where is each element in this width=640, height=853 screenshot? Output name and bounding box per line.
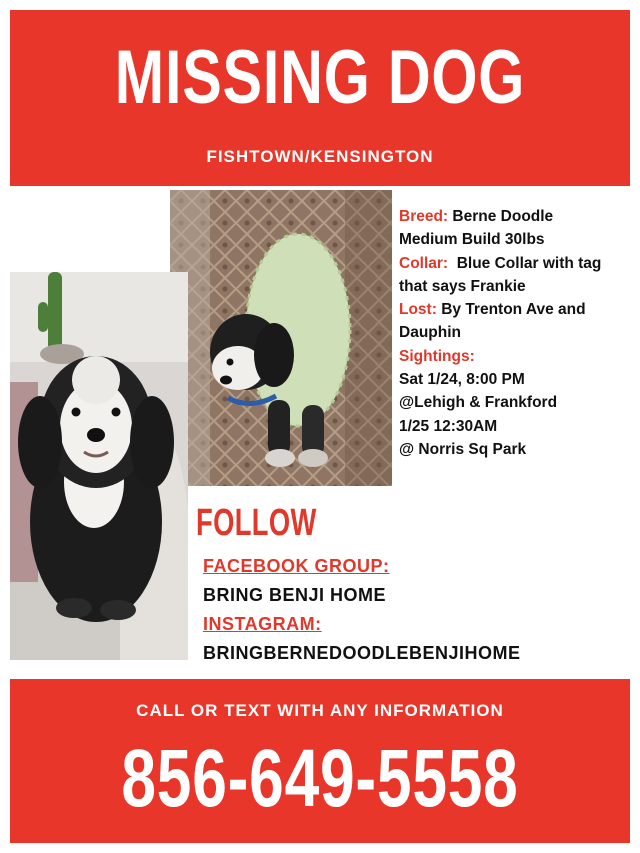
lost-label: Lost: (399, 301, 437, 319)
header-banner (10, 10, 630, 186)
breed-label: Breed: (399, 208, 449, 225)
collar-value: Blue Collar with tag (448, 254, 602, 272)
facebook-group-link[interactable]: FACEBOOK GROUP: (203, 556, 390, 576)
sighting-item: Sat 1/24, 8:00 PM (399, 371, 525, 389)
sighting-item: @Lehigh & Frankford (399, 394, 558, 412)
dog-photo-couch (10, 272, 188, 660)
breed-value: Berne Doodle (448, 208, 554, 225)
dog-details (399, 205, 634, 461)
sighting-item: @ Norris Sq Park (399, 440, 527, 458)
collar-line (399, 252, 634, 275)
sightings-label: Sightings: (399, 347, 475, 365)
build-line: Medium Build 30lbs (399, 231, 545, 249)
phone-number[interactable]: 856-649-5558 (121, 733, 519, 824)
lost-line-2: Dauphin (399, 324, 461, 342)
dog-photo-rug (170, 190, 392, 486)
follow-heading: FOLLOW (196, 502, 317, 544)
footer-banner (10, 679, 630, 843)
sighting-item: 1/25 12:30AM (399, 417, 498, 435)
page-title: MISSING DOG (114, 35, 526, 120)
call-to-action: CALL OR TEXT WITH ANY INFORMATION (136, 701, 504, 720)
instagram-handle: BRINGBERNEDOODLEBENJIHOME (203, 643, 521, 663)
lost-value: By Trenton Ave and (436, 301, 586, 319)
collar-line-2: that says Frankie (399, 277, 526, 295)
lost-line (399, 298, 634, 321)
breed-line (399, 205, 634, 228)
instagram-link[interactable]: INSTAGRAM: (203, 614, 322, 634)
collar-label: Collar: (399, 254, 449, 272)
location-subtitle: FISHTOWN/KENSINGTON (206, 147, 434, 166)
facebook-group-name: BRING BENJI HOME (203, 585, 387, 605)
